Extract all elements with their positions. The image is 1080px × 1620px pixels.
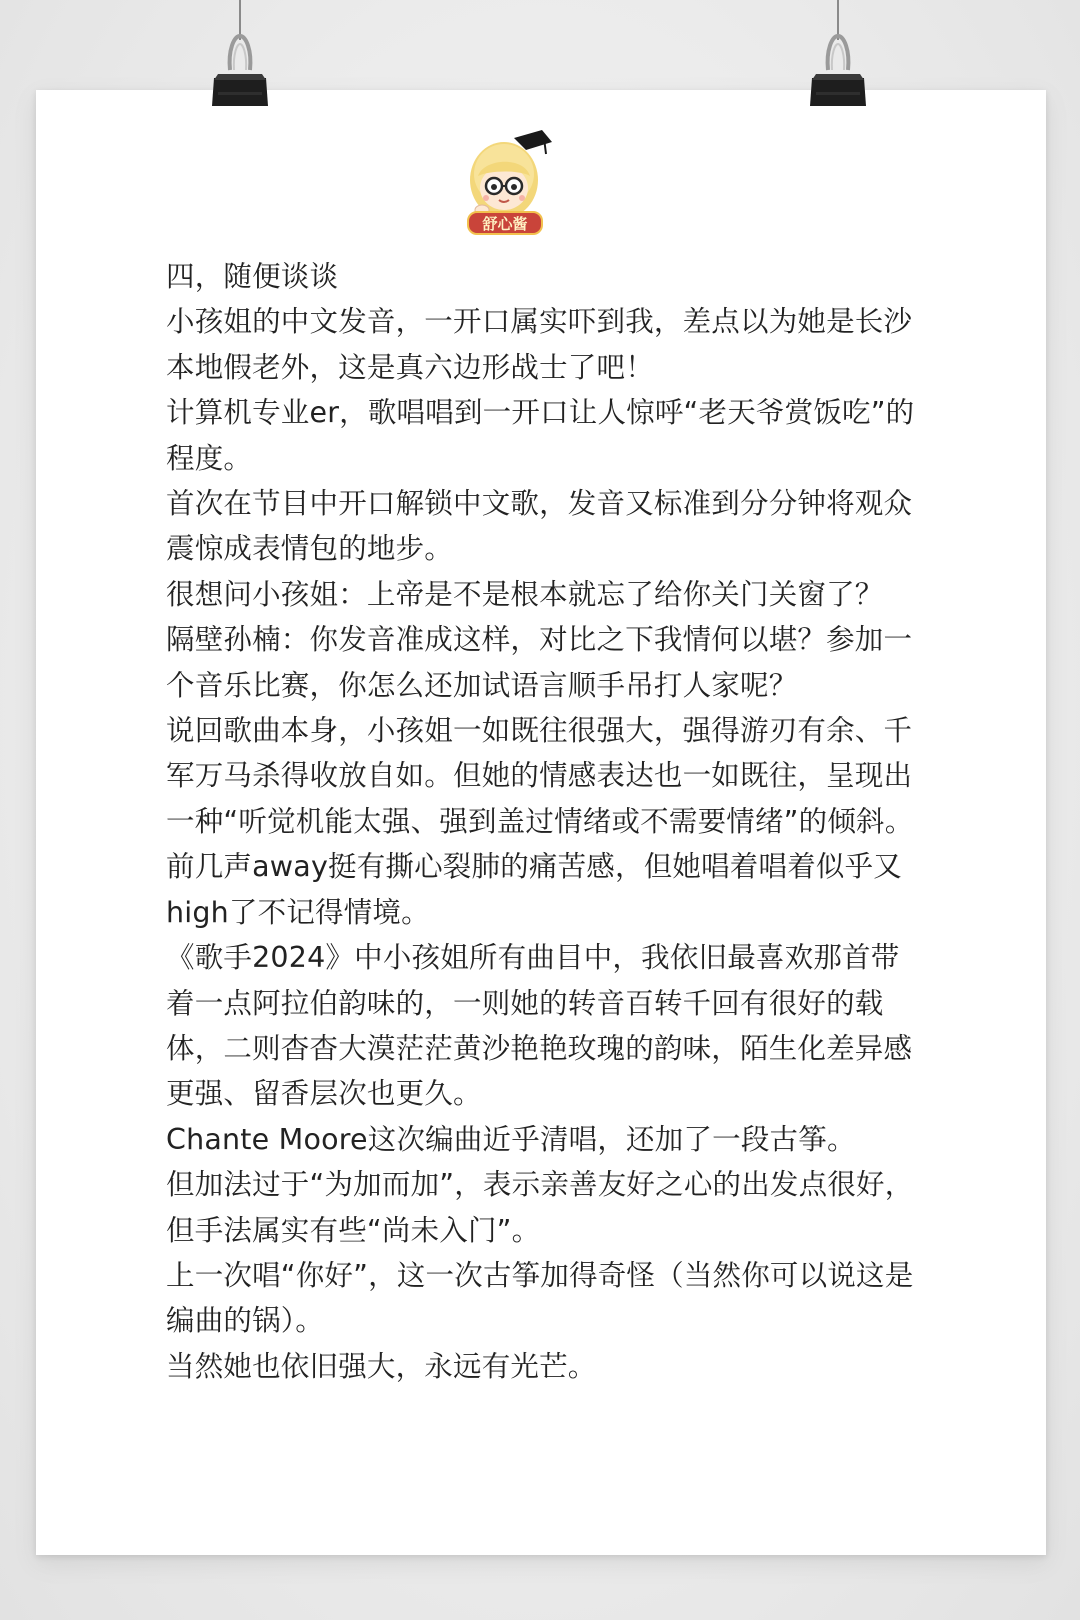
paragraph: 计算机专业er，歌唱唱到一开口让人惊呼“老天爷赏饭吃”的程度。 <box>166 396 915 475</box>
paragraph: 上一次唱“你好”，这一次古筝加得奇怪（当然你可以说这是编曲的锅）。 <box>166 1258 914 1338</box>
paragraph: 很想问小孩姐：上帝是不是根本就忘了给你关门关窗了？ <box>166 577 884 611</box>
paragraph: 前几声away挺有撕心裂肺的痛苦感，但她唱着唱着似乎又high了不记得情境。 <box>166 850 903 929</box>
binder-clip-right-icon <box>806 0 870 112</box>
paragraph: 《歌手2024》中小孩姐所有曲目中，我依旧最喜欢那首带着一点阿拉伯韵味的，一则她的转音百转千回有很好的载体，二则杳杳大漠茫茫黄沙艳艳玫瑰的韵味，陌生化差异感更强、留香层次也更久。 <box>166 941 913 1111</box>
paragraph: 但加法过于“为加而加”，表示亲善友好之心的出发点很好，但手法属实有些“尚未入门”。 <box>166 1168 914 1247</box>
paragraph: 说回歌曲本身，小孩姐一如既往很强大，强得游刃有余、千军万马杀得收放自如。但她的情感表达也一如既往，呈现出一种“听觉机能太强、强到盖过情绪或不需要情绪”的倾斜。 <box>166 714 914 838</box>
article-body <box>166 254 926 1389</box>
paragraph: 隔壁孙楠：你发音准成这样，对比之下我情何以堪？参加一个音乐比赛，你怎么还加试语言顺手吊打人家呢？ <box>166 623 913 702</box>
mascot-logo <box>456 128 560 240</box>
section-heading: 四，随便谈谈 <box>166 260 339 293</box>
mascot-name: 舒心酱 <box>482 215 528 233</box>
paragraph: 小孩姐的中文发音，一开口属实吓到我，差点以为她是长沙本地假老外，这是真六边形战士了吧！ <box>166 305 913 384</box>
paragraph: 当然她也依旧强大，永远有光芒。 <box>166 1349 597 1383</box>
paragraph: 首次在节目中开口解锁中文歌，发音又标准到分分钟将观众震惊成表情包的地步。 <box>166 487 913 566</box>
paragraph: Chante Moore这次编曲近乎清唱，还加了一段古筝。 <box>166 1122 856 1156</box>
binder-clip-left-icon <box>208 0 272 112</box>
